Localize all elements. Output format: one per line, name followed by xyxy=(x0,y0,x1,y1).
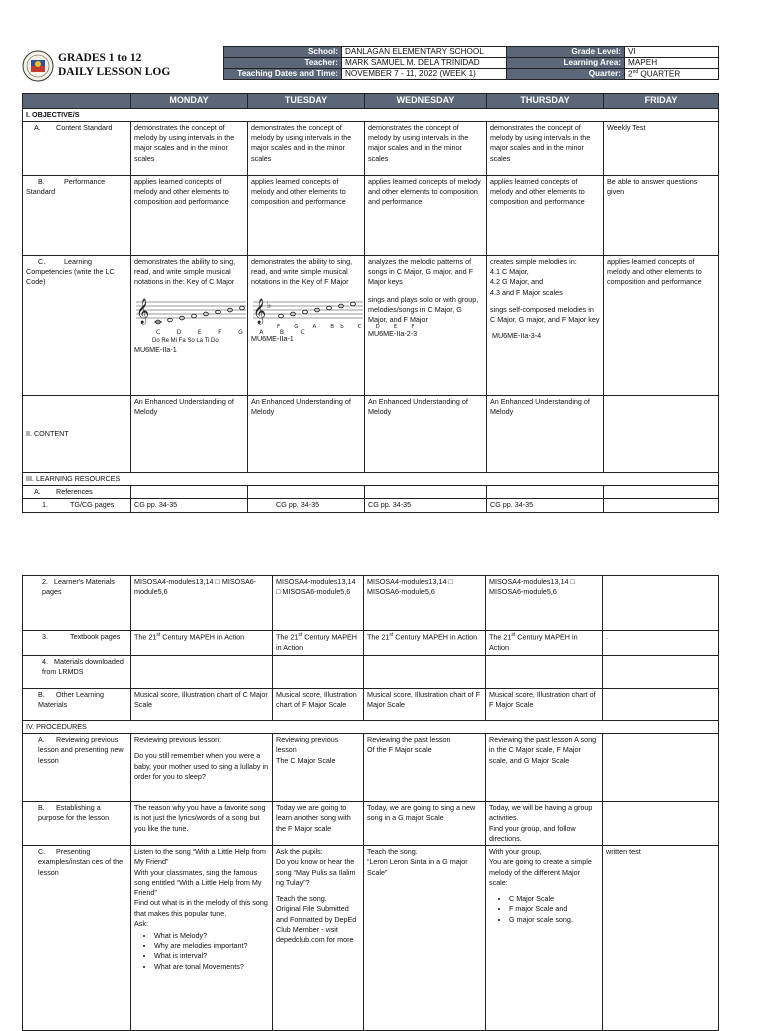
textbook-wed: The 21st Century MAPEH in Action xyxy=(364,631,486,656)
dates-label: Teaching Dates and Time: xyxy=(224,68,342,80)
performance-standard-tue: applies learned concepts of melody and other elements to composition and performance xyxy=(248,175,365,255)
corner-cell xyxy=(23,94,131,109)
area-value: MAPEH xyxy=(625,57,719,68)
review-fri xyxy=(603,734,719,802)
content-standard-fri: Weekly Test xyxy=(604,121,719,175)
examples-tue: Ask the pupils: Do you know or hear the song “May Pulis sa Ilalim ng Tulay”? Teach the song. Original File Submitted and Formatted by DepEd Club Member - visit depedclub.com for more xyxy=(273,846,364,1031)
dates-value: NOVEMBER 7 - 11, 2022 (WEEK 1) xyxy=(342,68,507,80)
competency-code-wed: MU6ME-IIa-2-3 xyxy=(368,329,418,339)
performance-standard-mon: applies learned concepts of melody and other elements to composition and performance xyxy=(131,175,248,255)
competencies-tue: demonstrates the ability to sing, read, and write simple musical notations in the Key of F Major 𝄞 ♭ F G A Bb C D E F MU6ME-IIa-1 xyxy=(248,255,365,395)
lm-pages-thu: MISOSA4-modules13,14 □ MISOSA6-module5,6 xyxy=(486,576,603,631)
purpose-label: B. Establishing a purpose for the lesson xyxy=(23,802,131,846)
solfege-syllables: Do Re Mi Fa So La Ti Do xyxy=(152,337,219,344)
f-major-note-letters: F G A Bb C D E F xyxy=(277,323,421,330)
examples-mon-list xyxy=(134,931,269,972)
svg-text:𝄞: 𝄞 xyxy=(253,298,267,324)
other-materials-wed: Musical score, Illustration chart of F Major Scale xyxy=(364,689,486,721)
lm-pages-label: 2. Learner's Materials pages xyxy=(23,576,131,631)
header-info-table xyxy=(223,46,719,80)
performance-standard-wed: applies learned concepts of melody and other elements to composition and performance xyxy=(365,175,487,255)
lm-pages-wed: MISOSA4-modules13,14 □ MISOSA6-module5,6 xyxy=(364,576,486,631)
tg-pages-tue: CG pp. 34-35 xyxy=(248,499,365,512)
purpose-fri xyxy=(603,802,719,846)
tg-pages-label: 1. TG/CG pages xyxy=(23,499,131,512)
title-line2: DAILY LESSON LOG xyxy=(58,65,171,78)
content-standard-label: A. Content Standard xyxy=(23,121,131,175)
review-label: A. Reviewing previous lesson and presenting new lesson xyxy=(23,734,131,802)
competency-code-thu: MU6ME-IIa-3-4 xyxy=(492,331,542,341)
textbook-thu: The 21st Century MAPEH in Action xyxy=(486,631,603,656)
content-tue: An Enhanced Understanding of Melody xyxy=(248,395,365,472)
list-item: • What are tonal Movements? xyxy=(154,962,269,972)
examples-mon: Listen to the song “With a Little Help from My Friend” With your classmates, sing the famous song entitled “With a Little Help from My Friend” Find out what is in the melody of this song that makes this popular tune. Ask: • What is Melody? • Why are melodies important? • What is interval? • What are tonal Movements? xyxy=(131,846,273,1031)
textbook-mon: The 21st Century MAPEH in Action xyxy=(131,631,273,656)
competencies-fri: applies learned concepts of melody and other elements to composition and performance xyxy=(604,255,719,395)
school-value: DANLAGAN ELEMENTARY SCHOOL xyxy=(342,47,507,58)
other-materials-thu: Musical score, Illustration chart of F Major Scale xyxy=(486,689,603,721)
lesson-table-top xyxy=(22,93,719,513)
title-line1: GRADES 1 to 12 xyxy=(58,52,142,64)
tg-pages-thu: CG pp. 34-35 xyxy=(487,499,604,512)
competencies-mon: demonstrates the ability to sing, read, and write simple musical notations in the: Key of C Major 𝄞 C D E F G A B C Do Re Mi Fa So La Ti Do MU6ME-IIa-1 xyxy=(131,255,248,395)
competencies-thu: creates simple melodies in: 4.1 C Major, 4.2 G Major, and 4.3 and F Major scales sings self-composed melodies in C Major, G major, and F Major key MU6ME-IIa-3-4 xyxy=(487,255,604,395)
textbook-fri: . xyxy=(603,631,719,656)
list-item: • What is interval? xyxy=(154,951,269,961)
examples-wed: Teach the song. “Leron Leron Sinta in a G major Scale” xyxy=(364,846,486,1031)
purpose-wed: Today, we are going to sing a new song in a G major Scale xyxy=(364,802,486,846)
purpose-tue: Today we are going to learn another song with the F Major scale xyxy=(273,802,364,846)
purpose-mon: The reason why you have a favorite song is not just the lyrics/words of a song but you like the tune. xyxy=(131,802,273,846)
materials-downloaded-label: 4. Materials downloaded from LRMDS xyxy=(23,656,131,689)
content-thu: An Enhanced Understanding of Melody xyxy=(487,395,604,472)
examples-fri: written test xyxy=(603,846,719,1031)
performance-standard-thu: applies learned concepts of melody and other elements to composition and performance xyxy=(487,175,604,255)
purpose-thu: Today, we will be having a group activities. Find your group, and follow directions. xyxy=(486,802,603,846)
review-wed: Reviewing the past lesson Of the F Major scale xyxy=(364,734,486,802)
examples-thu-list xyxy=(489,894,599,925)
competency-code-mon: MU6ME-IIa-1 xyxy=(134,345,177,355)
content-standard-thu: demonstrates the concept of melody by using intervals in the major scales and in the minor scales xyxy=(487,121,604,175)
list-item: • G major scale song. xyxy=(509,915,599,925)
quarter-label: Quarter: xyxy=(507,68,625,80)
day-tuesday: TUESDAY xyxy=(248,94,365,109)
f-major-staff-image xyxy=(251,296,421,332)
deped-logo xyxy=(22,50,54,82)
day-thursday: THURSDAY xyxy=(487,94,604,109)
competencies-wed: analyzes the melodic patterns of songs in C Major, G major, and F Major keys sings and plays solo or with group, melodies/songs in C Major, G Major, and F Major MU6ME-IIa-2-3 xyxy=(365,255,487,395)
c-major-note-letters: C D E F G A B C xyxy=(156,328,312,336)
performance-standard-fri: Be able to answer questions given xyxy=(604,175,719,255)
svg-text:♭: ♭ xyxy=(267,300,272,311)
content-fri xyxy=(604,395,719,472)
list-item: • F major Scale and xyxy=(509,904,599,914)
lm-pages-mon: MISOSA4-modules13,14 □ MISOSA6-module5,6 xyxy=(131,576,273,631)
textbook-tue: The 21st Century MAPEH in Action xyxy=(273,631,364,656)
svg-text:𝄞: 𝄞 xyxy=(136,298,150,324)
competency-code-tue: MU6ME-IIa-1 xyxy=(251,333,294,343)
teacher-value: MARK SAMUEL M. DELA TRINIDAD xyxy=(342,57,507,68)
day-wednesday: WEDNESDAY xyxy=(365,94,487,109)
resources-heading: III. LEARNING RESOURCES xyxy=(23,472,719,485)
tg-pages-fri xyxy=(604,499,719,512)
examples-label: C. Presenting examples/instan ces of the lesson xyxy=(23,846,131,1031)
tg-pages-wed: CG pp. 34-35 xyxy=(365,499,487,512)
lm-pages-tue: MISOSA4-modules13,14 □ MISOSA6-module5,6 xyxy=(273,576,364,631)
performance-standard-label: B. Performance Standard xyxy=(23,175,131,255)
grade-label: Grade Level: xyxy=(507,47,625,58)
competencies-label: C. Learning Competencies (write the LC Code) xyxy=(23,255,131,395)
grade-value: VI xyxy=(625,47,719,58)
page-title xyxy=(58,52,170,80)
list-item: • C Major Scale xyxy=(509,894,599,904)
references-label: A. References xyxy=(23,486,131,499)
list-item: • Why are melodies important? xyxy=(154,941,269,951)
objectives-heading: I. OBJECTIVE/S xyxy=(23,108,719,121)
list-item: • What is Melody? xyxy=(154,931,269,941)
tg-pages-mon: CG pp. 34-35 xyxy=(131,499,248,512)
other-materials-fri xyxy=(603,689,719,721)
other-materials-label: B. Other Learning Materials xyxy=(23,689,131,721)
teacher-label: Teacher: xyxy=(224,57,342,68)
school-label: School: xyxy=(224,47,342,58)
quarter-value: 2nd QUARTER xyxy=(625,68,719,80)
examples-thu: With your group, You are going to create a simple melody of the different Major scale: • C Major Scale • F major Scale and • G major scale song. xyxy=(486,846,603,1031)
review-thu: Reviewing the past lesson A song in the C Major scale, F Major scale, and G Major Scale xyxy=(486,734,603,802)
review-mon: Reviewing previous lesson: Do you still remember when you were a baby, your mother used to sing a lullaby in order for you to sleep? xyxy=(131,734,273,802)
lesson-table-bottom xyxy=(22,575,719,1031)
lm-pages-fri xyxy=(603,576,719,631)
other-materials-tue: Musical score, Illustration chart of F Major Scale xyxy=(273,689,364,721)
procedures-heading: IV. PROCEDURES xyxy=(23,721,719,734)
textbook-label: 3. Textbook pages xyxy=(23,631,131,656)
day-monday: MONDAY xyxy=(131,94,248,109)
content-standard-wed: demonstrates the concept of melody by using intervals in the major scales and in the minor scales xyxy=(365,121,487,175)
content-standard-tue: demonstrates the concept of melody by using intervals in the major scales and in the minor scales xyxy=(248,121,365,175)
other-materials-mon: Musical score, Illustration chart of C Major Scale xyxy=(131,689,273,721)
content-heading: II. CONTENT xyxy=(23,395,131,472)
day-friday: FRIDAY xyxy=(604,94,719,109)
content-mon: An Enhanced Understanding of Melody xyxy=(131,395,248,472)
content-standard-mon: demonstrates the concept of melody by using intervals in the major scales and in the minor scales xyxy=(131,121,248,175)
content-wed: An Enhanced Understanding of Melody xyxy=(365,395,487,472)
review-tue: Reviewing previous lesson The C Major Scale xyxy=(273,734,364,802)
area-label: Learning Area: xyxy=(507,57,625,68)
